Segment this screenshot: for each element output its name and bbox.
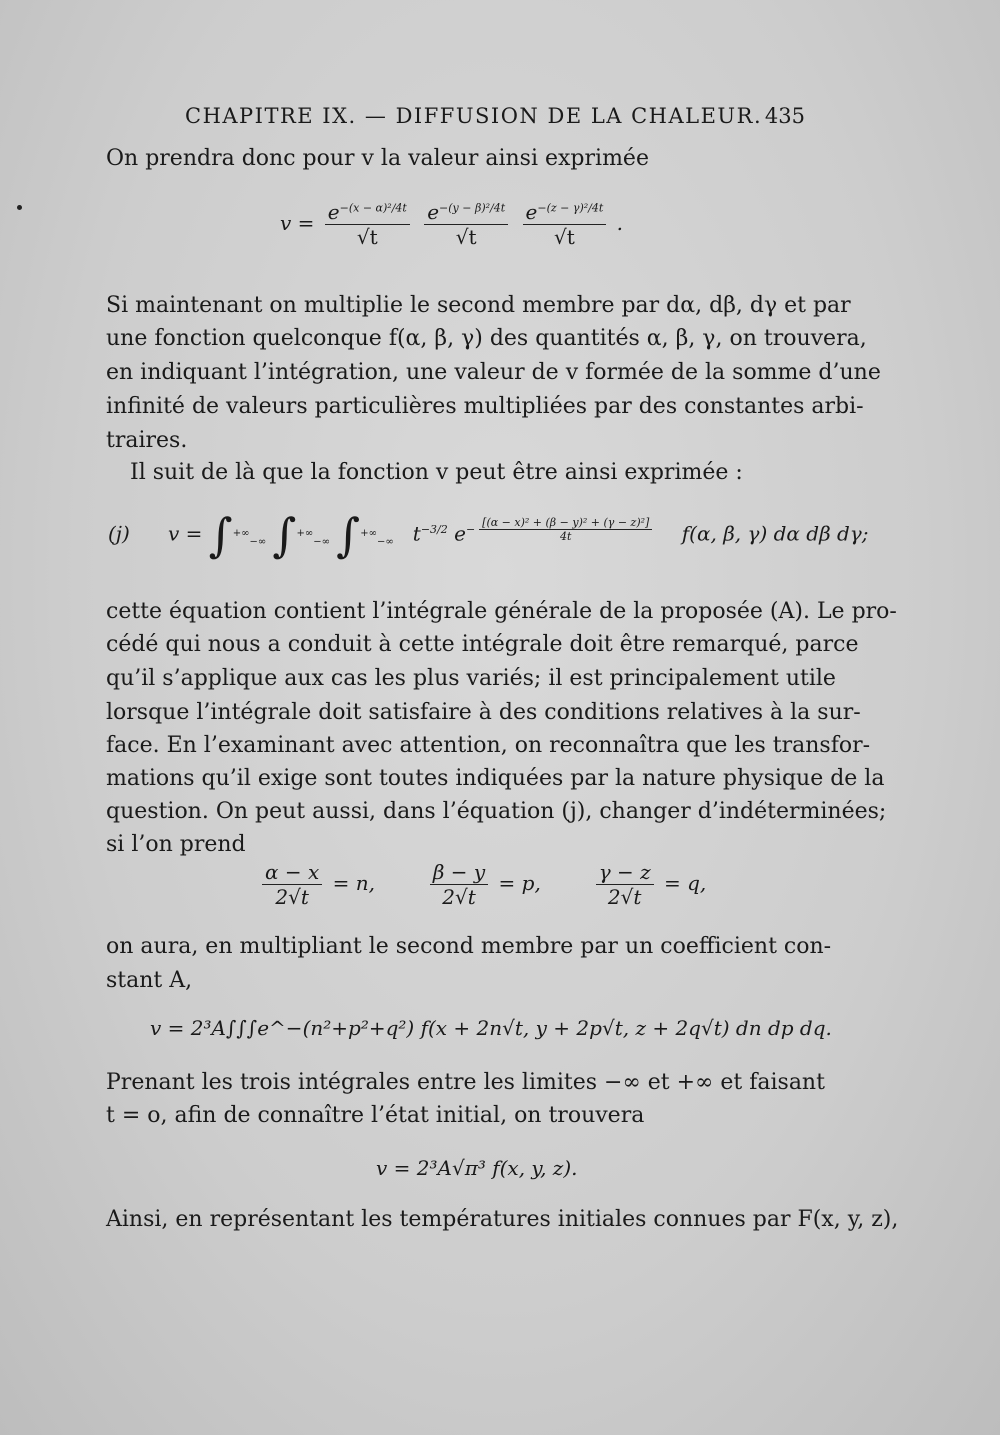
- ink-speck: [17, 205, 22, 210]
- chapter-title: CHAPITRE IX. — DIFFUSION DE LA CHALEUR.: [185, 104, 763, 128]
- formula-transformed-integral: v = 2³A∫∫∫e^−(n²+p²+q²) f(x + 2n√t, y + 2p√t, z + 2q√t) dn dp dq.: [150, 1016, 832, 1040]
- paragraph-3-line-1: cette équation contient l’intégrale générale de la proposée (A). Le pro-: [106, 599, 897, 624]
- page-number: 435: [764, 104, 805, 128]
- paragraph-3-line-6: mations qu’il exige sont toutes indiquées par la nature physique de la: [106, 766, 885, 791]
- formula-j: (j) $v = \int^{+\infty}_{-\infty}$ $\int^{+\infty}_{-\infty}$ $\int^{+\infty}_{-\infty}$ $t^{-3/2}$ $e^{- \frac{\text{[(α − x)² + (β − y)² + (γ − z)²]}}{4t}}$ f(α, β, γ) dα dβ dγ;: [108, 508, 869, 562]
- paragraph-3-line-7: question. On peut aussi, dans l’équation (j), changer d’indéterminées;: [106, 799, 887, 824]
- integral-sign: ∫: [208, 508, 233, 562]
- running-header: [185, 104, 805, 128]
- paragraph-5-line-2: t = o, afin de connaître l’état initial, on trouvera: [106, 1103, 645, 1128]
- formula-initial-state: v = 2³A√π³ f(x, y, z).: [376, 1156, 578, 1180]
- integral-sign: ∫: [336, 508, 361, 562]
- paragraph-3-line-3: qu’il s’applique aux cas les plus variés; il est principalement utile: [106, 666, 836, 691]
- paragraph-1-line-4: infinité de valeurs particulières multipliées par des constantes arbi-: [106, 394, 864, 419]
- formula-gaussian-product: v = $\frac{e^{-(x - \alpha)^2/4t}}{√t}$ $\frac{e^{-(y - \beta)^2/4t}}{√t}$ $\frac{e^{-(z - \gamma)^2/4t}}{√t}$ .: [280, 200, 624, 249]
- paragraph-1-line-2: une fonction quelconque f(α, β, γ) des quantités α, β, γ, on trouvera,: [106, 326, 867, 351]
- paragraph-2-line-1: Il suit de là que la fonction v peut être ainsi exprimée :: [130, 460, 743, 485]
- paragraph-1-line-5: traires.: [106, 428, 188, 453]
- paragraph-1-line-3: en indiquant l’intégration, une valeur de v formée de la somme d’une: [106, 360, 881, 385]
- paragraph-3-line-4: lorsque l’intégrale doit satisfaire à des conditions relatives à la sur-: [106, 700, 861, 725]
- integral-sign: ∫: [272, 508, 297, 562]
- paragraph-4-line-2: stant A,: [106, 968, 193, 993]
- intro-line: On prendra donc pour v la valeur ainsi exprimée: [106, 146, 649, 171]
- paragraph-3-line-5: face. En l’examinant avec attention, on reconnaîtra que les transfor-: [106, 733, 871, 758]
- paragraph-6-line-1: Ainsi, en représentant les températures initiales connues par F(x, y, z),: [106, 1207, 899, 1232]
- paragraph-5-line-1: Prenant les trois intégrales entre les limites −∞ et +∞ et faisant: [106, 1070, 825, 1095]
- equation-label: (j): [108, 521, 130, 546]
- paragraph-1-line-1: Si maintenant on multiplie le second membre par dα, dβ, dγ et par: [106, 293, 851, 318]
- formula-substitutions: $\frac{\alpha - x}{2√t}$ = n, $\frac{\beta - y}{2√t}$ = p, $\frac{\gamma - z}{2√t}$ = q,: [258, 860, 706, 909]
- paragraph-4-line-1: on aura, en multipliant le second membre par un coefficient con-: [106, 934, 832, 959]
- paragraph-3-line-2: cédé qui nous a conduit à cette intégrale doit être remarqué, parce: [106, 632, 859, 657]
- paragraph-3-line-8: si l’on prend: [106, 832, 246, 857]
